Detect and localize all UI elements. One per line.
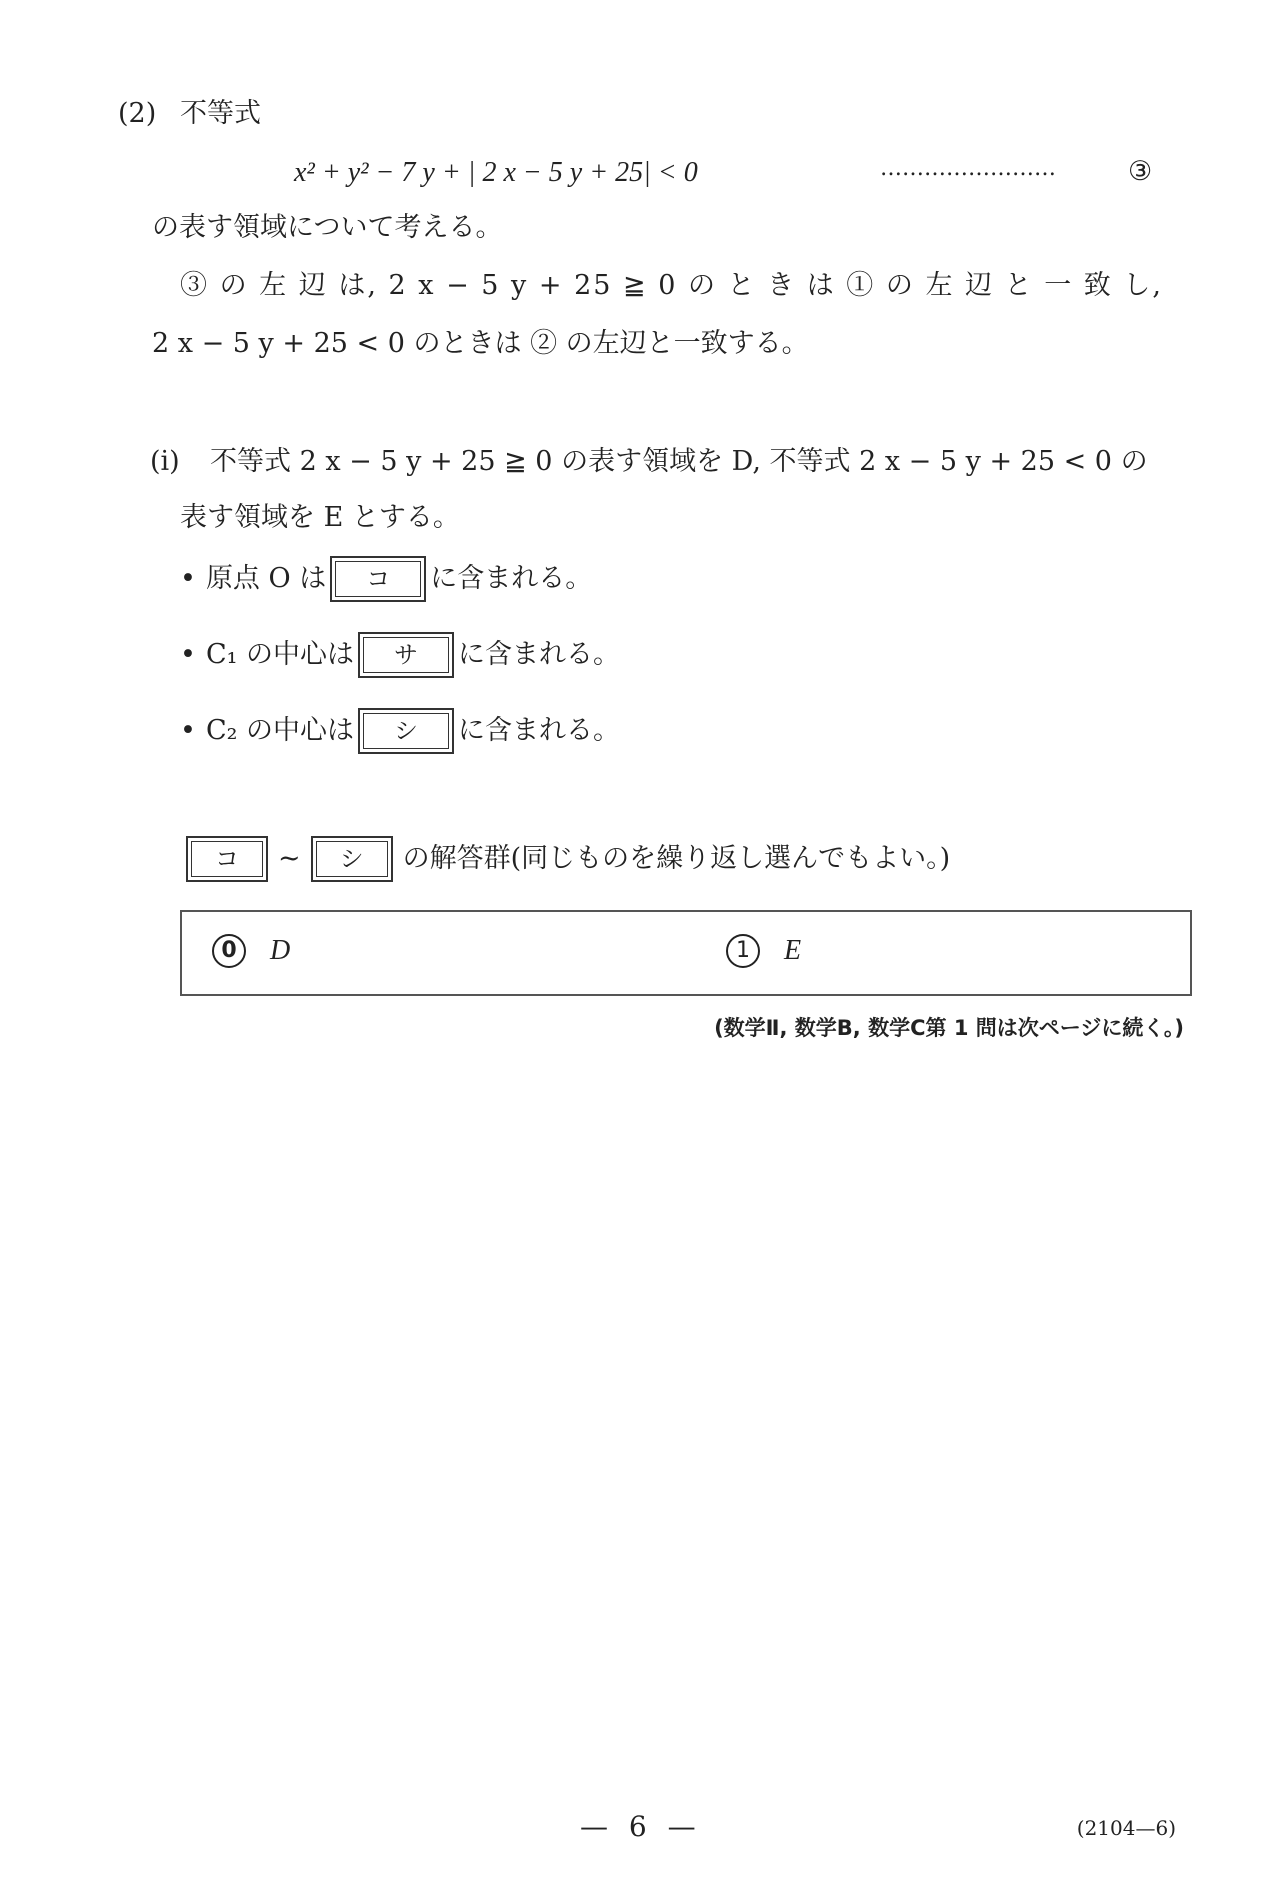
answer-box-label: サ [363,637,449,673]
answer-group-box [180,910,1192,996]
bullet-c2-center [180,708,620,754]
bullet-prefix: C₂ の中心は [205,714,355,746]
answer-box-sa[interactable] [358,632,454,678]
paragraph-line-2: 2 x − 5 y + 25 < 0 のときは ② の左辺と一致する。 [152,328,809,359]
part-heading: 不等式 [180,98,261,129]
bullet-suffix: に含まれる。 [458,638,621,670]
continuation-note: (数学Ⅱ, 数学B, 数学C第 1 問は次ページに続く。) [714,1016,1184,1040]
choice-number: 1 [726,934,760,968]
answer-box-label: コ [191,841,263,877]
answer-group-tilde: ~ [278,842,301,874]
inequality-3: x² + y² − 7 y + | 2 x − 5 y + 25| < 0 [294,157,698,188]
choice-0[interactable] [212,934,290,968]
answer-group-box-to [311,836,393,882]
answer-box-label: シ [316,841,388,877]
answer-box-ko[interactable] [330,556,426,602]
answer-group-box-from [186,836,268,882]
choice-label: D [270,935,291,966]
leader-dots: …………………… [880,156,1056,181]
equation-tag-3: ③ [1128,156,1153,187]
sub-i-line-1: 不等式 2 x − 5 y + 25 ≧ 0 の表す領域を D, 不等式 2 x − 5 y + 25 < 0 の [210,446,1148,477]
bullet-marker: • [180,714,196,746]
bullet-c1-center [180,632,620,678]
answer-box-shi[interactable] [358,708,454,754]
bullet-suffix: に含まれる。 [430,562,593,594]
bullet-marker: • [180,638,196,670]
part-number: (2) [118,98,157,129]
answer-group-heading [186,836,950,882]
page-code: (2104—6) [1076,1816,1176,1840]
sub-i-number: (i) [150,446,180,477]
bullet-origin [180,556,592,602]
answer-box-label: シ [363,713,449,749]
bullet-prefix: C₁ の中心は [205,638,355,670]
choice-label: E [784,935,802,966]
answer-box-label: コ [335,561,421,597]
choice-1[interactable] [726,934,801,968]
line-consider: の表す領域について考える。 [152,212,503,243]
paragraph-line-1: ③ の 左 辺 は, 2 x − 5 y + 25 ≧ 0 の と き は ① の 左 辺 と 一 致 し, [180,270,1163,301]
bullet-marker: • [180,562,196,594]
page-number: — 6 — [580,1810,702,1843]
answer-group-title: の解答群(同じものを繰り返し選んでもよい。) [402,842,951,874]
bullet-suffix: に含まれる。 [458,714,621,746]
bullet-prefix: 原点 O は [205,562,327,594]
sub-i-line-2: 表す領域を E とする。 [180,502,460,533]
choice-number: 0 [212,934,246,968]
